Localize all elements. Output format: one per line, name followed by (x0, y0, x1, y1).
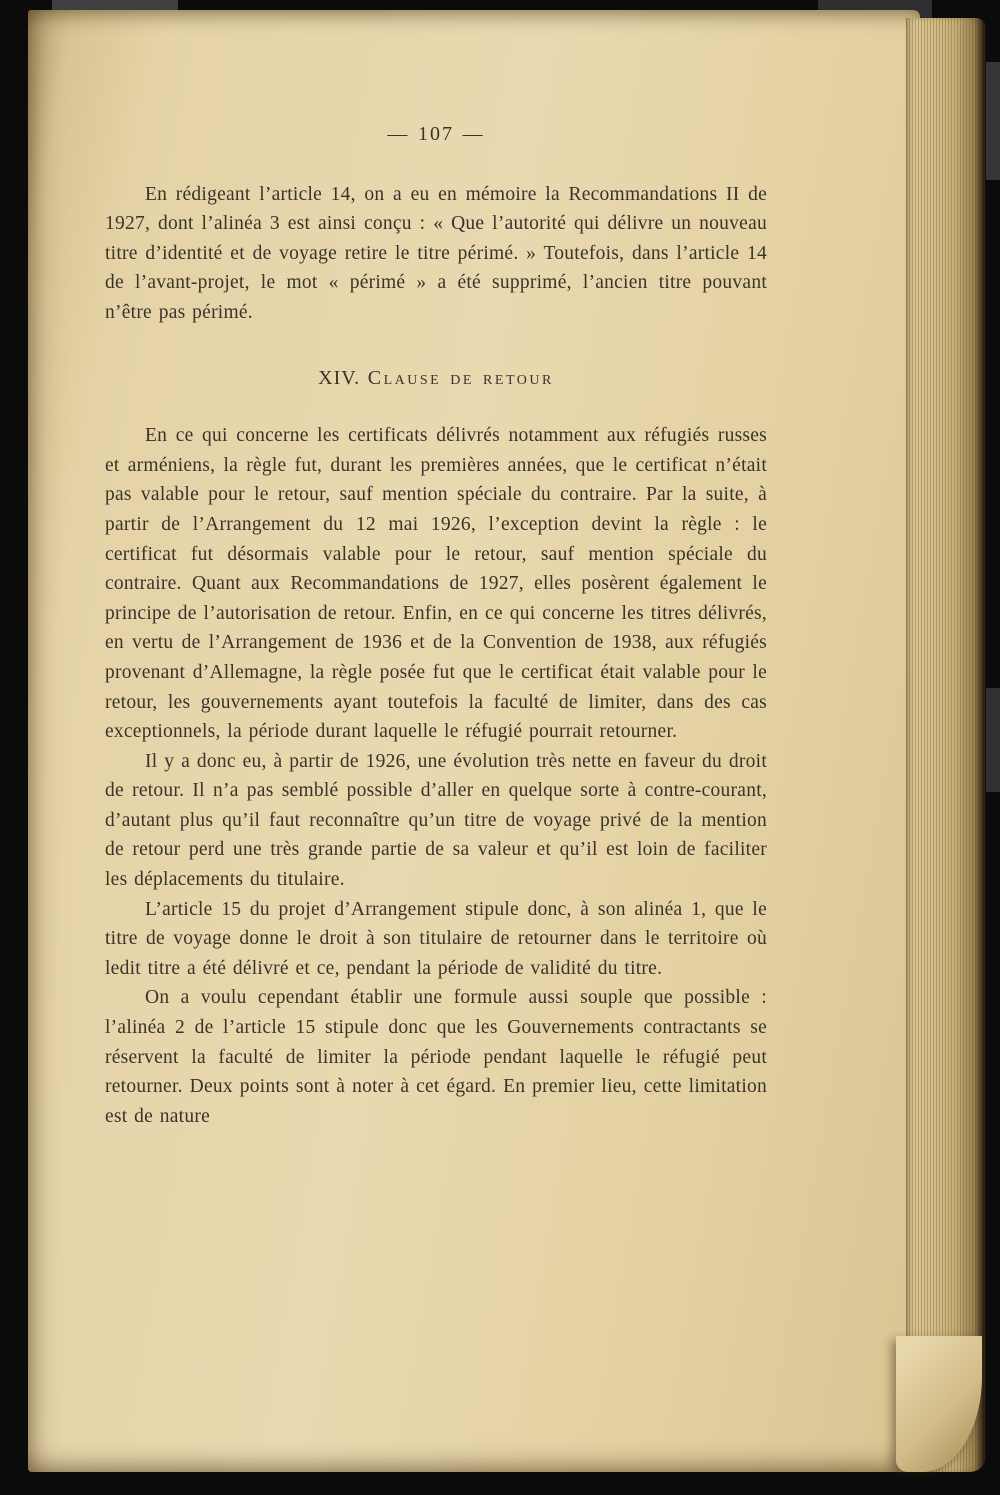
page-number: — 107 — (387, 123, 485, 145)
paragraph-formule-souple: On a voulu cependant établir une formule aussi souple que possible : l’alinéa 2 de l’article 15 stipule donc que les Gouvernements contractants se réservent la faculté de limiter la période pendant laquelle le réfugié peut retourner. Deux points sont à noter à cet égard. En premier lieu, cette limitation est de nature (105, 987, 767, 1127)
section-heading-title: Clause de retour (367, 366, 554, 389)
section-heading-numeral: XIV. (318, 366, 361, 389)
paragraph-evolution-1926: Il y a donc eu, à partir de 1926, une évolution très nette en faveur du droit de retour. Il n’a pas semblé possible d’aller en quelque sorte à contre-courant, d’autant plus qu’il faut reconnaître qu’un titre de voyage privé de la mention de retour perd une très grande partie de sa valeur et qu’il est loin de faciliter les déplacements du titulaire. (105, 750, 767, 891)
page-stack-edge (906, 18, 986, 1472)
section-heading (105, 364, 767, 394)
paragraph-certificats: En ce qui concerne les certificats délivrés notamment aux réfugiés russes et arméniens, la règle fut, durant les premières années, que le certificat n’était pas valable pour le retour, sauf mention spéciale du contraire. Par la suite, à partir de l’Arrangement du 12 mai 1926, l’exception devint la règle : le certificat fut désormais valable pour le retour, sauf mention spéciale du contraire. Quant aux Recommandations de 1927, elles posèrent également le principe de l’autorisation de retour. Enfin, en ce qui concerne les titres délivrés, en vertu de l’Arrangement de 1936 et de la Convention de 1938, aux réfugiés provenant d’Allemagne, la règle posée fut que le certificat était valable pour le retour, les gouvernements ayant toutefois la faculté de limiter, dans des cas exceptionnels, la période durant laquelle le réfugié pourrait retourner. (105, 425, 767, 743)
page-text-block (105, 120, 767, 1131)
paragraph-article-14: En rédigeant l’article 14, on a eu en mémoire la Recommandations II de 1927, dont l’alinéa 3 est ainsi conçu : « Que l’autorité qui délivre un nouveau titre d’identité et de voyage retire le titre périmé. » Toutefois, dans l’article 14 de l’avant-projet, le mot « périmé » a été supprimé, l’ancien titre pouvant n’être pas périmé. (105, 183, 767, 323)
book-page (28, 10, 920, 1472)
paragraph-article-15: L’article 15 du projet d’Arrangement stipule donc, à son alinéa 1, que le titre de voyage donne le droit à son titulaire de retourner dans le territoire où ledit titre a été délivré et ce, pendant la période de validité du titre. (105, 898, 767, 979)
